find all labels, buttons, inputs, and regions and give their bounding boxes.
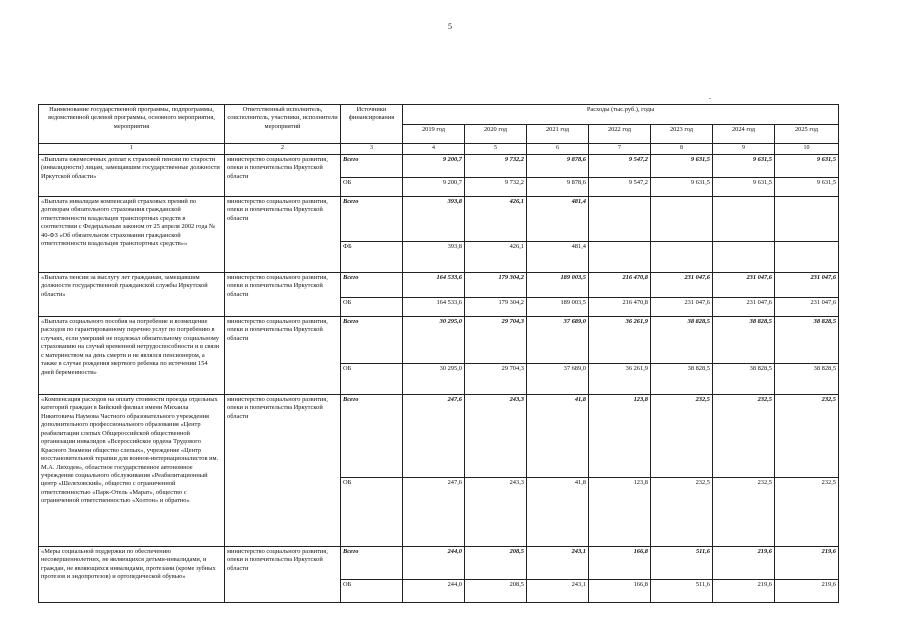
- total-value-cell: 244,0: [403, 546, 465, 579]
- column-number: 8: [651, 144, 713, 155]
- source-total-label: Всего: [341, 272, 403, 297]
- total-value-cell: 38 828,5: [713, 316, 775, 363]
- total-value-cell: 30 295,0: [403, 316, 465, 363]
- source-value-cell: 216 470,8: [589, 297, 651, 316]
- executor-cell: министерство социального развития, опеки и попечительства Иркутской области: [225, 394, 341, 546]
- total-value-cell: 232,5: [713, 394, 775, 477]
- total-value-cell: 9 878,6: [527, 154, 589, 177]
- total-value-cell: 9 547,2: [589, 154, 651, 177]
- stray-mark: .: [709, 92, 711, 101]
- header-expenses: Расходы (тыс.руб.), годы: [403, 105, 839, 125]
- source-label: ОБ: [341, 363, 403, 394]
- source-value-cell: 426,1: [465, 241, 527, 272]
- header-year: 2024 год: [713, 125, 775, 144]
- source-value-cell: 164 533,6: [403, 297, 465, 316]
- header-year: 2023 год: [651, 125, 713, 144]
- program-name-cell: «Компенсация расходов на оплату стоимости проезда отдельных категорий граждан в Бийский филиал имени Михаила Никитовича Наумова Частного образовательного учреждения дополнительного профессионального образования «Центр реабилитации слепых Общероссийской общественной организации инвалидов «Всероссийское ордена Трудового Красного Знамени общество слепых», учреждение «Центр восстановительной терапии для воинов-интернационалистов им. М.А. Лиходея», областное государственное автономное учреждение социального обслуживания «Реабилитационный центр «Шелеховский», общество с ограниченной ответственностью «Парк-Отель «Марат», общество с ограниченной ответственностью «Холтон» и обратно»: [39, 394, 225, 546]
- total-value-cell: 9 732,2: [465, 154, 527, 177]
- source-label: ОБ: [341, 477, 403, 546]
- executor-cell: министерство социального развития, опеки и попечительства Иркутской области: [225, 546, 341, 602]
- source-value-cell: 9 631,5: [651, 177, 713, 196]
- total-value-cell: 243,3: [465, 394, 527, 477]
- total-value-cell: 36 261,9: [589, 316, 651, 363]
- column-number: 2: [225, 144, 341, 155]
- total-value-cell: 38 828,5: [775, 316, 839, 363]
- executor-cell: министерство социального развития, опеки и попечительства Иркутской области: [225, 196, 341, 272]
- source-value-cell: 219,6: [775, 579, 839, 602]
- source-value-cell: 232,5: [651, 477, 713, 546]
- source-value-cell: 244,0: [403, 579, 465, 602]
- source-value-cell: 247,6: [403, 477, 465, 546]
- total-value-cell: 38 828,5: [651, 316, 713, 363]
- source-label: ОБ: [341, 579, 403, 602]
- total-value-cell: 37 689,0: [527, 316, 589, 363]
- source-value-cell: 9 631,5: [775, 177, 839, 196]
- total-value-cell: 232,5: [775, 394, 839, 477]
- header-year: 2021 год: [527, 125, 589, 144]
- table-row: [39, 316, 839, 363]
- total-value-cell: [651, 196, 713, 241]
- source-value-cell: 30 295,0: [403, 363, 465, 394]
- source-value-cell: 38 828,5: [713, 363, 775, 394]
- source-value-cell: 231 047,6: [651, 297, 713, 316]
- table-row: [39, 154, 839, 177]
- source-value-cell: 232,5: [713, 477, 775, 546]
- column-number: 3: [341, 144, 403, 155]
- executor-cell: министерство социального развития, опеки и попечительства Иркутской области: [225, 154, 341, 196]
- total-value-cell: 189 003,5: [527, 272, 589, 297]
- source-value-cell: 166,8: [589, 579, 651, 602]
- source-label: ОБ: [341, 297, 403, 316]
- total-value-cell: 216 470,8: [589, 272, 651, 297]
- source-value-cell: 37 689,0: [527, 363, 589, 394]
- total-value-cell: 247,6: [403, 394, 465, 477]
- total-value-cell: 219,6: [775, 546, 839, 579]
- source-value-cell: 481,4: [527, 241, 589, 272]
- column-number: 10: [775, 144, 839, 155]
- total-value-cell: [589, 196, 651, 241]
- total-value-cell: 393,8: [403, 196, 465, 241]
- total-value-cell: 243,1: [527, 546, 589, 579]
- total-value-cell: [775, 196, 839, 241]
- source-total-label: Всего: [341, 394, 403, 477]
- total-value-cell: 123,8: [589, 394, 651, 477]
- source-value-cell: 9 732,2: [465, 177, 527, 196]
- header-executor: Ответственный исполнитель, соисполнитель, участники, исполнители мероприятий: [225, 105, 341, 144]
- source-value-cell: 231 047,6: [775, 297, 839, 316]
- source-value-cell: [651, 241, 713, 272]
- source-value-cell: 9 200,7: [403, 177, 465, 196]
- column-number: 5: [465, 144, 527, 155]
- total-value-cell: [713, 196, 775, 241]
- header-year: 2019 год: [403, 125, 465, 144]
- source-value-cell: 511,6: [651, 579, 713, 602]
- source-label: ОБ: [341, 177, 403, 196]
- source-value-cell: 38 828,5: [651, 363, 713, 394]
- source-value-cell: 179 304,2: [465, 297, 527, 316]
- source-value-cell: 231 047,6: [713, 297, 775, 316]
- page-number: 5: [448, 22, 452, 31]
- total-value-cell: 9 200,7: [403, 154, 465, 177]
- header-program: Наименование государственной программы, подпрограммы, ведомственной целевой программы, основного мероприятия, мероприятия: [39, 105, 225, 144]
- executor-cell: министерство социального развития, опеки и попечительства Иркутской области: [225, 272, 341, 316]
- source-total-label: Всего: [341, 316, 403, 363]
- total-value-cell: 9 631,5: [713, 154, 775, 177]
- source-value-cell: 232,5: [775, 477, 839, 546]
- source-label: ФБ: [341, 241, 403, 272]
- total-value-cell: 41,8: [527, 394, 589, 477]
- total-value-cell: 231 047,6: [651, 272, 713, 297]
- source-value-cell: 189 003,5: [527, 297, 589, 316]
- source-value-cell: 36 261,9: [589, 363, 651, 394]
- source-total-label: Всего: [341, 154, 403, 177]
- source-total-label: Всего: [341, 546, 403, 579]
- source-value-cell: 243,1: [527, 579, 589, 602]
- source-value-cell: 9 631,5: [713, 177, 775, 196]
- total-value-cell: 231 047,6: [775, 272, 839, 297]
- source-value-cell: [775, 241, 839, 272]
- program-name-cell: «Выплата ежемесячных доплат к страховой пенсии по старости (инвалидности) лицам, замещавшим государственные должности Иркутской области»: [39, 154, 225, 196]
- executor-cell: министерство социального развития, опеки и попечительства Иркутской области: [225, 316, 341, 394]
- total-value-cell: 219,6: [713, 546, 775, 579]
- header-source: Источники финансирования: [341, 105, 403, 144]
- program-name-cell: «Меры социальной поддержки по обеспечению несовершеннолетних, не являющихся детьми-инвалидами, и граждан, не являющихся инвалидами, протезами (кроме зубных протезов и эндопротезов) и ортопедической обувью»: [39, 546, 225, 602]
- total-value-cell: 208,5: [465, 546, 527, 579]
- source-value-cell: 208,5: [465, 579, 527, 602]
- source-value-cell: [589, 241, 651, 272]
- table-row: [39, 546, 839, 579]
- column-number: 4: [403, 144, 465, 155]
- total-value-cell: 166,8: [589, 546, 651, 579]
- source-value-cell: [713, 241, 775, 272]
- header-year: 2022 год: [589, 125, 651, 144]
- source-value-cell: 41,8: [527, 477, 589, 546]
- source-value-cell: 9 878,6: [527, 177, 589, 196]
- total-value-cell: 511,6: [651, 546, 713, 579]
- program-name-cell: «Выплата инвалидам компенсаций страховых премий по договорам обязательного страхования гражданской ответственности владельцев транспортных средств в соответствии с Федеральным законом от 25 апреля 2002 года № 40-ФЗ «Об обязательном страховании гражданской ответственности владельцев транспортных средств»»: [39, 196, 225, 272]
- total-value-cell: 29 704,3: [465, 316, 527, 363]
- source-value-cell: 243,3: [465, 477, 527, 546]
- column-number: 9: [713, 144, 775, 155]
- source-value-cell: 38 828,5: [775, 363, 839, 394]
- source-value-cell: 219,6: [713, 579, 775, 602]
- program-name-cell: «Выплата социального пособия на погребение и возмещение расходов по гарантированному перечню услуг по погребению в случаях, если умерший не подлежал обязательному социальному страхованию на случай временной нетрудоспособности и в связи с материнством на день смерти и не являлся пенсионером, а также в случае рождения мертвого ребенка по истечении 154 дней беременности»: [39, 316, 225, 394]
- source-value-cell: 123,8: [589, 477, 651, 546]
- program-name-cell: «Выплата пенсии за выслугу лет гражданам, замещавшим должности государственной гражданской службы Иркутской области»: [39, 272, 225, 316]
- source-value-cell: 393,8: [403, 241, 465, 272]
- header-year: 2025 год: [775, 125, 839, 144]
- budget-table: [38, 104, 839, 603]
- table-row: [39, 196, 839, 241]
- total-value-cell: 179 304,2: [465, 272, 527, 297]
- source-total-label: Всего: [341, 196, 403, 241]
- total-value-cell: 426,1: [465, 196, 527, 241]
- column-number: 6: [527, 144, 589, 155]
- column-number: 7: [589, 144, 651, 155]
- total-value-cell: 232,5: [651, 394, 713, 477]
- total-value-cell: 164 533,6: [403, 272, 465, 297]
- header-year: 2020 год: [465, 125, 527, 144]
- table-row: [39, 394, 839, 477]
- total-value-cell: 481,4: [527, 196, 589, 241]
- table-row: [39, 272, 839, 297]
- total-value-cell: 9 631,5: [775, 154, 839, 177]
- total-value-cell: 231 047,6: [713, 272, 775, 297]
- source-value-cell: 29 704,3: [465, 363, 527, 394]
- column-number: 1: [39, 144, 225, 155]
- source-value-cell: 9 547,2: [589, 177, 651, 196]
- total-value-cell: 9 631,5: [651, 154, 713, 177]
